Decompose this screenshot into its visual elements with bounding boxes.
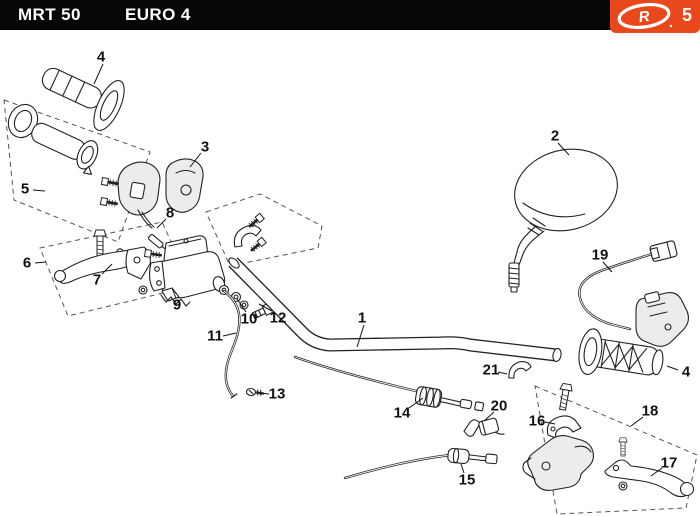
part-callout-14: 14 [393,404,411,422]
part-callout-12: 12 [269,309,287,327]
clutch-lever [605,438,694,497]
part-callout-19: 19 [591,246,609,264]
part-callout-2: 2 [550,127,560,145]
part-callout-16: 16 [528,412,546,430]
left-grip [32,48,130,135]
part-callout-5: 5 [20,180,30,198]
part-callout-4-right: 4 [681,363,691,381]
switch-housing-rear-half [100,162,170,254]
small-clamp [509,362,531,378]
throttle-tube [25,116,104,176]
part-callout-18: 18 [641,402,659,420]
hose-clamp-screw [246,388,264,396]
part-callout-3: 3 [200,138,210,156]
part-callout-1: 1 [357,309,367,327]
part-callout-9: 9 [172,296,182,314]
brake-lever-assembly [55,230,163,294]
clutch-perch-assembly [523,383,593,490]
part-callout-13: 13 [268,385,286,403]
part-callout-17: 17 [660,454,678,472]
model-title: MRT 50 [18,5,81,24]
part-callout-15: 15 [458,471,476,489]
part-callout-8: 8 [165,204,175,222]
part-callout-21: 21 [482,361,500,379]
group-region-clamp [206,194,322,266]
part-callout-20: 20 [490,397,508,415]
throttle-cable [295,357,485,415]
part-callout-11: 11 [207,327,223,345]
part-callout-7: 7 [92,271,102,289]
cable-guide [462,413,504,444]
handlebar-clamp-set [234,213,266,253]
part-callout-4-left: 4 [96,48,106,66]
part-callout-6: 6 [22,254,32,272]
variant-title: EURO 4 [125,5,191,24]
logo-letter: R [637,7,651,27]
title-bar [0,0,612,30]
part-callout-10: 10 [240,310,258,328]
page-number: 5 [682,5,693,25]
